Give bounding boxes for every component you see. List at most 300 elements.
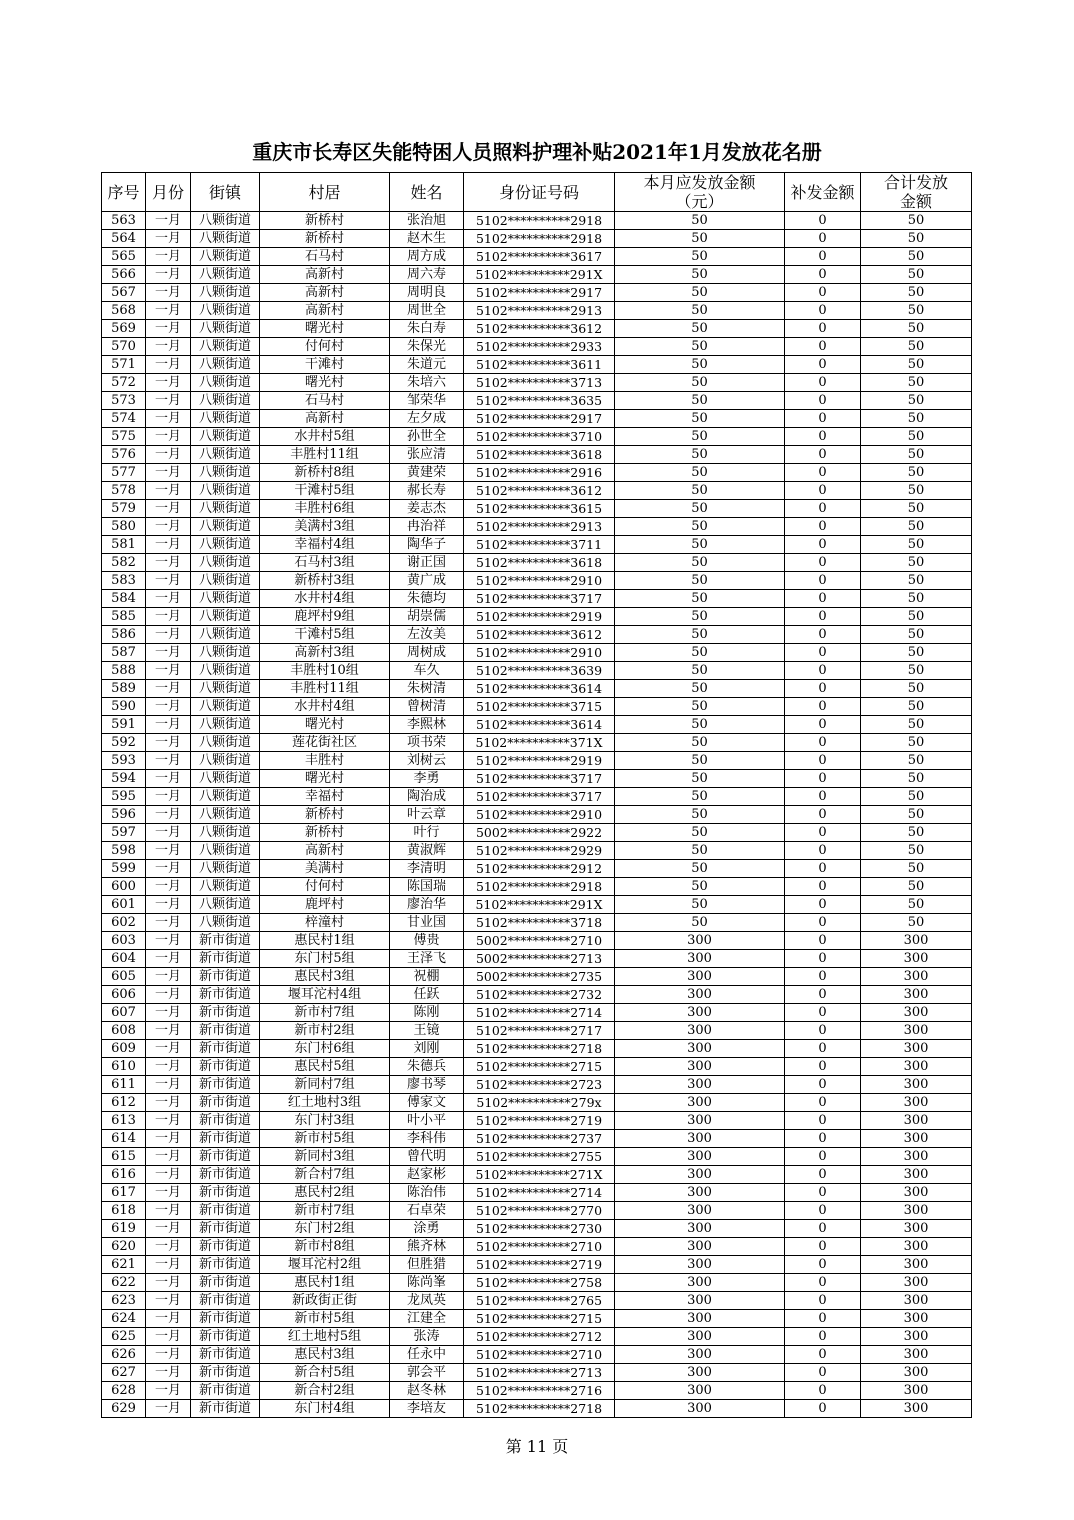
table-row xyxy=(102,1382,972,1400)
index-cell: 616 xyxy=(102,1166,146,1184)
id-number-cell: 5102**********3711 xyxy=(464,536,615,554)
village-cell: 曙光村 xyxy=(260,716,390,734)
name-cell: 谢正国 xyxy=(390,554,464,572)
village-cell: 新合村5组 xyxy=(260,1364,390,1382)
name-cell: 黄广成 xyxy=(390,572,464,590)
month-cell: 一月 xyxy=(146,914,191,932)
village-cell: 新合村7组 xyxy=(260,1166,390,1184)
back-pay-cell: 0 xyxy=(785,1310,861,1328)
id-number-cell: 5102**********3717 xyxy=(464,770,615,788)
current-amount-cell: 50 xyxy=(615,464,785,482)
current-amount-cell: 50 xyxy=(615,536,785,554)
village-cell: 新市村5组 xyxy=(260,1310,390,1328)
town-cell: 新市街道 xyxy=(191,1310,260,1328)
back-pay-cell: 0 xyxy=(785,248,861,266)
month-cell: 一月 xyxy=(146,302,191,320)
table-row xyxy=(102,1310,972,1328)
table-row xyxy=(102,986,972,1004)
name-cell: 李培友 xyxy=(390,1400,464,1418)
id-number-cell: 5102**********2913 xyxy=(464,518,615,536)
town-cell: 新市街道 xyxy=(191,1382,260,1400)
id-number-cell: 5102**********3615 xyxy=(464,500,615,518)
village-cell: 水井村5组 xyxy=(260,428,390,446)
total-amount-cell: 50 xyxy=(861,590,972,608)
town-cell: 新市街道 xyxy=(191,1364,260,1382)
id-number-cell: 5102**********3618 xyxy=(464,446,615,464)
name-cell: 冉治祥 xyxy=(390,518,464,536)
back-pay-cell: 0 xyxy=(785,1058,861,1076)
table-row xyxy=(102,1328,972,1346)
index-cell: 614 xyxy=(102,1130,146,1148)
id-number-cell: 5102**********2732 xyxy=(464,986,615,1004)
index-cell: 607 xyxy=(102,1004,146,1022)
index-cell: 613 xyxy=(102,1112,146,1130)
total-amount-cell: 50 xyxy=(861,320,972,338)
table-row xyxy=(102,572,972,590)
index-cell: 564 xyxy=(102,230,146,248)
current-amount-cell: 50 xyxy=(615,770,785,788)
name-cell: 朱保光 xyxy=(390,338,464,356)
index-cell: 622 xyxy=(102,1274,146,1292)
village-cell: 干滩村 xyxy=(260,356,390,374)
town-cell: 新市街道 xyxy=(191,1220,260,1238)
id-number-cell: 5102**********2714 xyxy=(464,1184,615,1202)
id-number-cell: 5102**********3635 xyxy=(464,392,615,410)
town-cell: 新市街道 xyxy=(191,1292,260,1310)
town-cell: 八颗街道 xyxy=(191,788,260,806)
id-number-cell: 5102**********2710 xyxy=(464,1238,615,1256)
table-row xyxy=(102,698,972,716)
table-body xyxy=(102,212,972,1418)
table-row xyxy=(102,1274,972,1292)
total-amount-cell: 50 xyxy=(861,536,972,554)
name-cell: 朱树清 xyxy=(390,680,464,698)
table-row xyxy=(102,302,972,320)
month-cell: 一月 xyxy=(146,536,191,554)
town-cell: 八颗街道 xyxy=(191,338,260,356)
name-cell: 刘刚 xyxy=(390,1040,464,1058)
back-pay-cell: 0 xyxy=(785,1112,861,1130)
total-amount-cell: 50 xyxy=(861,554,972,572)
month-cell: 一月 xyxy=(146,410,191,428)
header-back-pay: 补发金额 xyxy=(785,173,861,212)
total-amount-cell: 50 xyxy=(861,680,972,698)
month-cell: 一月 xyxy=(146,1112,191,1130)
back-pay-cell: 0 xyxy=(785,1220,861,1238)
header-month: 月份 xyxy=(146,173,191,212)
total-amount-cell: 50 xyxy=(861,914,972,932)
back-pay-cell: 0 xyxy=(785,770,861,788)
current-amount-cell: 50 xyxy=(615,500,785,518)
village-cell: 幸福村 xyxy=(260,788,390,806)
total-amount-cell: 300 xyxy=(861,1076,972,1094)
current-amount-cell: 300 xyxy=(615,1112,785,1130)
id-number-cell: 5102**********2765 xyxy=(464,1292,615,1310)
village-cell: 东门村2组 xyxy=(260,1220,390,1238)
town-cell: 八颗街道 xyxy=(191,374,260,392)
name-cell: 任永中 xyxy=(390,1346,464,1364)
total-amount-cell: 300 xyxy=(861,1058,972,1076)
name-cell: 傅家文 xyxy=(390,1094,464,1112)
index-cell: 599 xyxy=(102,860,146,878)
name-cell: 叶行 xyxy=(390,824,464,842)
town-cell: 八颗街道 xyxy=(191,716,260,734)
index-cell: 585 xyxy=(102,608,146,626)
index-cell: 563 xyxy=(102,212,146,230)
back-pay-cell: 0 xyxy=(785,626,861,644)
current-amount-cell: 300 xyxy=(615,1166,785,1184)
town-cell: 八颗街道 xyxy=(191,572,260,590)
total-amount-cell: 300 xyxy=(861,968,972,986)
current-amount-cell: 300 xyxy=(615,1274,785,1292)
index-cell: 581 xyxy=(102,536,146,554)
total-amount-cell: 300 xyxy=(861,1220,972,1238)
id-number-cell: 5002**********2735 xyxy=(464,968,615,986)
table-row xyxy=(102,950,972,968)
month-cell: 一月 xyxy=(146,1382,191,1400)
total-amount-cell: 50 xyxy=(861,860,972,878)
id-number-cell: 5102**********2713 xyxy=(464,1364,615,1382)
town-cell: 八颗街道 xyxy=(191,284,260,302)
table-row xyxy=(102,428,972,446)
table-row xyxy=(102,266,972,284)
back-pay-cell: 0 xyxy=(785,1202,861,1220)
current-amount-cell: 50 xyxy=(615,482,785,500)
id-number-cell: 5102**********2770 xyxy=(464,1202,615,1220)
back-pay-cell: 0 xyxy=(785,266,861,284)
back-pay-cell: 0 xyxy=(785,1130,861,1148)
table-row xyxy=(102,734,972,752)
village-cell: 新市村2组 xyxy=(260,1022,390,1040)
month-cell: 一月 xyxy=(146,1238,191,1256)
village-cell: 干滩村5组 xyxy=(260,626,390,644)
table-row xyxy=(102,1112,972,1130)
month-cell: 一月 xyxy=(146,1220,191,1238)
village-cell: 高新村 xyxy=(260,842,390,860)
total-amount-cell: 300 xyxy=(861,1346,972,1364)
village-cell: 惠民村1组 xyxy=(260,932,390,950)
village-cell: 梓潼村 xyxy=(260,914,390,932)
month-cell: 一月 xyxy=(146,698,191,716)
name-cell: 周方成 xyxy=(390,248,464,266)
name-cell: 胡崇儒 xyxy=(390,608,464,626)
town-cell: 八颗街道 xyxy=(191,896,260,914)
town-cell: 新市街道 xyxy=(191,986,260,1004)
table-row xyxy=(102,1058,972,1076)
name-cell: 陈国瑞 xyxy=(390,878,464,896)
village-cell: 红土地村3组 xyxy=(260,1094,390,1112)
village-cell: 新桥村 xyxy=(260,212,390,230)
village-cell: 丰胜村 xyxy=(260,752,390,770)
table-row xyxy=(102,662,972,680)
total-amount-cell: 50 xyxy=(861,464,972,482)
index-cell: 605 xyxy=(102,968,146,986)
table-row xyxy=(102,626,972,644)
id-number-cell: 5102**********3618 xyxy=(464,554,615,572)
town-cell: 新市街道 xyxy=(191,1130,260,1148)
current-amount-cell: 50 xyxy=(615,248,785,266)
name-cell: 左汝美 xyxy=(390,626,464,644)
current-amount-cell: 300 xyxy=(615,1040,785,1058)
town-cell: 新市街道 xyxy=(191,932,260,950)
page-number: 第 11 页 xyxy=(505,1437,569,1456)
total-amount-cell: 50 xyxy=(861,338,972,356)
id-number-cell: 5102**********279x xyxy=(464,1094,615,1112)
id-number-cell: 5102**********2718 xyxy=(464,1400,615,1418)
name-cell: 叶云章 xyxy=(390,806,464,824)
village-cell: 新市村8组 xyxy=(260,1238,390,1256)
id-number-cell: 5102**********2715 xyxy=(464,1058,615,1076)
name-cell: 廖治华 xyxy=(390,896,464,914)
table-row xyxy=(102,1076,972,1094)
index-cell: 575 xyxy=(102,428,146,446)
index-cell: 583 xyxy=(102,572,146,590)
table-header-row xyxy=(102,173,972,212)
current-amount-cell: 50 xyxy=(615,356,785,374)
month-cell: 一月 xyxy=(146,590,191,608)
back-pay-cell: 0 xyxy=(785,806,861,824)
town-cell: 新市街道 xyxy=(191,950,260,968)
month-cell: 一月 xyxy=(146,1166,191,1184)
village-cell: 高新村 xyxy=(260,284,390,302)
id-number-cell: 5102**********2755 xyxy=(464,1148,615,1166)
town-cell: 新市街道 xyxy=(191,1274,260,1292)
id-number-cell: 5102**********3611 xyxy=(464,356,615,374)
index-cell: 592 xyxy=(102,734,146,752)
month-cell: 一月 xyxy=(146,1364,191,1382)
name-cell: 黄淑辉 xyxy=(390,842,464,860)
name-cell: 陶华子 xyxy=(390,536,464,554)
back-pay-cell: 0 xyxy=(785,572,861,590)
header-total-amount xyxy=(861,173,972,212)
header-village: 村居 xyxy=(260,173,390,212)
current-amount-cell: 300 xyxy=(615,986,785,1004)
current-amount-cell: 50 xyxy=(615,428,785,446)
id-number-cell: 5102**********2719 xyxy=(464,1112,615,1130)
month-cell: 一月 xyxy=(146,1040,191,1058)
back-pay-cell: 0 xyxy=(785,1382,861,1400)
id-number-cell: 5102**********2912 xyxy=(464,860,615,878)
id-number-cell: 5102**********371X xyxy=(464,734,615,752)
table-row xyxy=(102,770,972,788)
village-cell: 丰胜村11组 xyxy=(260,446,390,464)
total-amount-cell: 50 xyxy=(861,752,972,770)
month-cell: 一月 xyxy=(146,770,191,788)
back-pay-cell: 0 xyxy=(785,536,861,554)
back-pay-cell: 0 xyxy=(785,1346,861,1364)
name-cell: 邹荣华 xyxy=(390,392,464,410)
id-number-cell: 5102**********3614 xyxy=(464,716,615,734)
current-amount-cell: 50 xyxy=(615,518,785,536)
town-cell: 新市街道 xyxy=(191,1328,260,1346)
town-cell: 八颗街道 xyxy=(191,680,260,698)
name-cell: 姜志杰 xyxy=(390,500,464,518)
total-amount-cell: 50 xyxy=(861,842,972,860)
town-cell: 八颗街道 xyxy=(191,662,260,680)
id-number-cell: 5102**********3710 xyxy=(464,428,615,446)
town-cell: 八颗街道 xyxy=(191,410,260,428)
current-amount-cell: 300 xyxy=(615,1058,785,1076)
id-number-cell: 5102**********291X xyxy=(464,896,615,914)
total-amount-cell: 50 xyxy=(861,266,972,284)
total-amount-cell: 300 xyxy=(861,986,972,1004)
month-cell: 一月 xyxy=(146,896,191,914)
name-cell: 孙世全 xyxy=(390,428,464,446)
town-cell: 八颗街道 xyxy=(191,536,260,554)
current-amount-cell: 50 xyxy=(615,680,785,698)
id-number-cell: 5102**********2758 xyxy=(464,1274,615,1292)
total-amount-cell: 50 xyxy=(861,248,972,266)
back-pay-cell: 0 xyxy=(785,842,861,860)
town-cell: 新市街道 xyxy=(191,1004,260,1022)
town-cell: 八颗街道 xyxy=(191,644,260,662)
village-cell: 曙光村 xyxy=(260,374,390,392)
back-pay-cell: 0 xyxy=(785,878,861,896)
total-amount-cell: 50 xyxy=(861,302,972,320)
table-row xyxy=(102,1292,972,1310)
id-number-cell: 5102**********2716 xyxy=(464,1382,615,1400)
index-cell: 582 xyxy=(102,554,146,572)
index-cell: 574 xyxy=(102,410,146,428)
index-cell: 628 xyxy=(102,1382,146,1400)
total-amount-cell: 300 xyxy=(861,1364,972,1382)
month-cell: 一月 xyxy=(146,608,191,626)
town-cell: 八颗街道 xyxy=(191,752,260,770)
current-amount-cell: 300 xyxy=(615,1292,785,1310)
current-amount-cell: 300 xyxy=(615,1130,785,1148)
month-cell: 一月 xyxy=(146,824,191,842)
town-cell: 八颗街道 xyxy=(191,428,260,446)
village-cell: 高新村 xyxy=(260,266,390,284)
town-cell: 八颗街道 xyxy=(191,734,260,752)
total-amount-cell: 300 xyxy=(861,1184,972,1202)
village-cell: 美满村 xyxy=(260,860,390,878)
id-number-cell: 5102**********2919 xyxy=(464,608,615,626)
table-row xyxy=(102,482,972,500)
back-pay-cell: 0 xyxy=(785,590,861,608)
table-row xyxy=(102,968,972,986)
month-cell: 一月 xyxy=(146,392,191,410)
town-cell: 八颗街道 xyxy=(191,356,260,374)
town-cell: 八颗街道 xyxy=(191,824,260,842)
month-cell: 一月 xyxy=(146,950,191,968)
town-cell: 八颗街道 xyxy=(191,248,260,266)
town-cell: 八颗街道 xyxy=(191,392,260,410)
id-number-cell: 5102**********271X xyxy=(464,1166,615,1184)
back-pay-cell: 0 xyxy=(785,734,861,752)
current-amount-cell: 300 xyxy=(615,1220,785,1238)
table-row xyxy=(102,896,972,914)
index-cell: 569 xyxy=(102,320,146,338)
back-pay-cell: 0 xyxy=(785,698,861,716)
id-number-cell: 5102**********3713 xyxy=(464,374,615,392)
month-cell: 一月 xyxy=(146,212,191,230)
table-row xyxy=(102,860,972,878)
index-cell: 584 xyxy=(102,590,146,608)
month-cell: 一月 xyxy=(146,1058,191,1076)
total-amount-cell: 50 xyxy=(861,824,972,842)
name-cell: 曾代明 xyxy=(390,1148,464,1166)
total-amount-cell: 300 xyxy=(861,1328,972,1346)
name-cell: 江建全 xyxy=(390,1310,464,1328)
village-cell: 红土地村5组 xyxy=(260,1328,390,1346)
id-number-cell: 5102**********3717 xyxy=(464,788,615,806)
back-pay-cell: 0 xyxy=(785,1166,861,1184)
name-cell: 朱道元 xyxy=(390,356,464,374)
town-cell: 八颗街道 xyxy=(191,446,260,464)
current-amount-cell: 50 xyxy=(615,644,785,662)
table-row xyxy=(102,392,972,410)
index-cell: 590 xyxy=(102,698,146,716)
month-cell: 一月 xyxy=(146,644,191,662)
town-cell: 新市街道 xyxy=(191,1058,260,1076)
back-pay-cell: 0 xyxy=(785,968,861,986)
month-cell: 一月 xyxy=(146,626,191,644)
name-cell: 祝棚 xyxy=(390,968,464,986)
back-pay-cell: 0 xyxy=(785,1184,861,1202)
index-cell: 602 xyxy=(102,914,146,932)
back-pay-cell: 0 xyxy=(785,1292,861,1310)
index-cell: 608 xyxy=(102,1022,146,1040)
id-number-cell: 5102**********2910 xyxy=(464,644,615,662)
table-row xyxy=(102,1220,972,1238)
table-row xyxy=(102,1256,972,1274)
back-pay-cell: 0 xyxy=(785,518,861,536)
total-amount-cell: 50 xyxy=(861,392,972,410)
month-cell: 一月 xyxy=(146,806,191,824)
current-amount-cell: 50 xyxy=(615,446,785,464)
current-amount-cell: 50 xyxy=(615,572,785,590)
id-number-cell: 5102**********2737 xyxy=(464,1130,615,1148)
index-cell: 598 xyxy=(102,842,146,860)
month-cell: 一月 xyxy=(146,734,191,752)
id-number-cell: 5102**********2916 xyxy=(464,464,615,482)
name-cell: 黄建荣 xyxy=(390,464,464,482)
table-row xyxy=(102,338,972,356)
back-pay-cell: 0 xyxy=(785,932,861,950)
village-cell: 丰胜村6组 xyxy=(260,500,390,518)
town-cell: 八颗街道 xyxy=(191,500,260,518)
back-pay-cell: 0 xyxy=(785,428,861,446)
table-row xyxy=(102,644,972,662)
index-cell: 604 xyxy=(102,950,146,968)
current-amount-cell: 300 xyxy=(615,1004,785,1022)
month-cell: 一月 xyxy=(146,500,191,518)
roster-table xyxy=(101,172,972,1418)
village-cell: 石马村 xyxy=(260,392,390,410)
id-number-cell: 5102**********2918 xyxy=(464,212,615,230)
month-cell: 一月 xyxy=(146,716,191,734)
current-amount-cell: 50 xyxy=(615,878,785,896)
month-cell: 一月 xyxy=(146,518,191,536)
id-number-cell: 5102**********2917 xyxy=(464,410,615,428)
town-cell: 八颗街道 xyxy=(191,860,260,878)
total-amount-cell: 50 xyxy=(861,788,972,806)
town-cell: 新市街道 xyxy=(191,1040,260,1058)
name-cell: 周世全 xyxy=(390,302,464,320)
index-cell: 580 xyxy=(102,518,146,536)
index-cell: 601 xyxy=(102,896,146,914)
table-row xyxy=(102,212,972,230)
total-amount-cell: 300 xyxy=(861,1292,972,1310)
name-cell: 陈刚 xyxy=(390,1004,464,1022)
town-cell: 八颗街道 xyxy=(191,302,260,320)
back-pay-cell: 0 xyxy=(785,1364,861,1382)
name-cell: 陈治伟 xyxy=(390,1184,464,1202)
back-pay-cell: 0 xyxy=(785,1400,861,1418)
month-cell: 一月 xyxy=(146,572,191,590)
current-amount-cell: 50 xyxy=(615,896,785,914)
